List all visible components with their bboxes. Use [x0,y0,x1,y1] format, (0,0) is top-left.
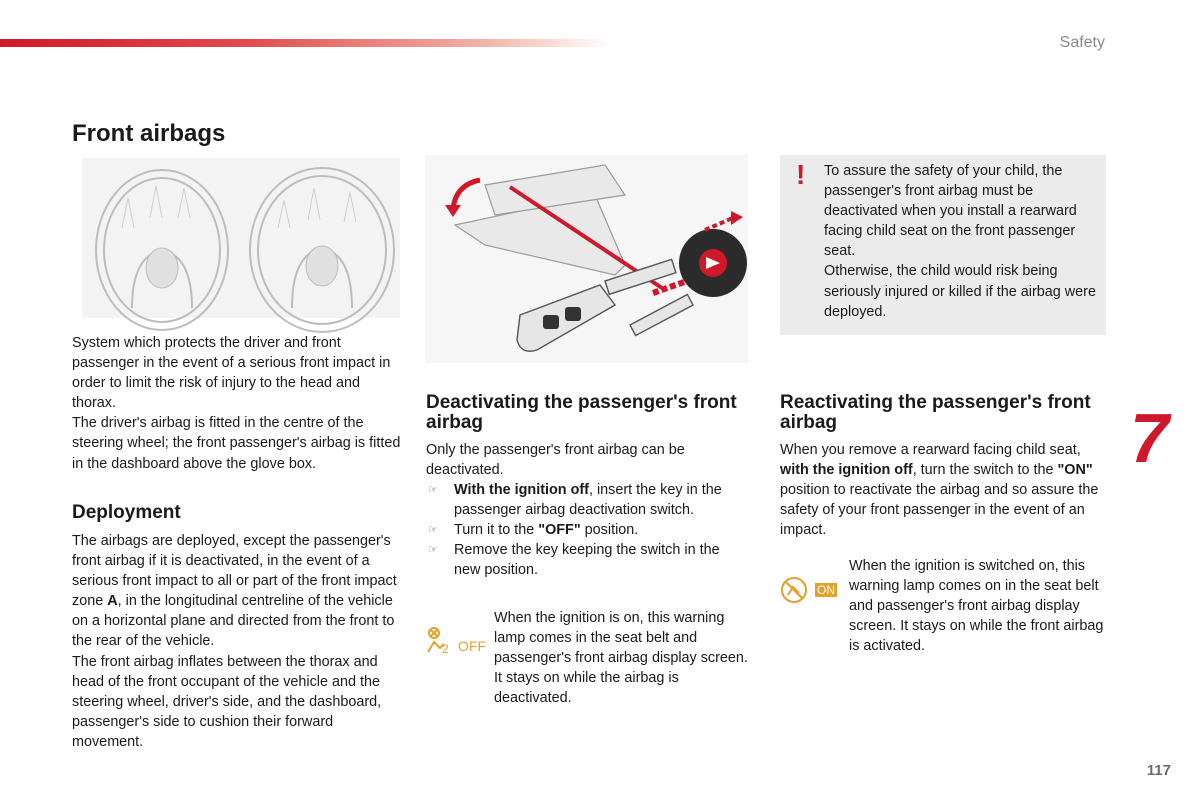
page-number: 117 [1146,762,1171,779]
reactivating-emphasis: "ON" [1057,462,1093,479]
reactivating-text-part: , turn the switch to the [912,462,1058,479]
reactivating-emphasis: with the ignition off [780,462,913,479]
airbag-off-icon [426,626,448,654]
section-label: Safety [1059,34,1105,51]
airbag-on-icon [781,575,811,605]
intro-paragraph-2: The driver's airbag is fitted in the centre of the steering wheel; the front passenger's airbag is fitted in the dashboard above the glove box. [72,415,401,472]
lamp-on-label: ON [817,583,835,597]
deployment-text-part: , in the longitudinal centreline of the vehicle on a horizontal plane and directed from the front to the rear of the vehicle. [72,593,395,650]
impact-zone-label: A [107,593,118,610]
reactivating-text-part: When you remove a rearward facing child seat, [780,442,1081,458]
step-emphasis: "OFF" [538,522,581,539]
lamp-off-label: OFF [458,638,486,654]
step-text: Turn it to the [454,522,539,539]
step-text: , insert the key in the passenger airbag deactivation switch. [454,482,722,519]
chapter-number: 7 [1130,399,1169,477]
off-lamp-description: When the ignition is on, this warning lamp comes in the seat belt and passenger's front airbag display screen. It stays on while the airbag is deactivated. [494,610,748,707]
child-seat-warning [780,155,1106,335]
deployment-text-part: The airbags are deployed, except the passenger's front airbag if it is deactivated, in the event of a serious front impact to all or part of the front impact zone [72,533,397,610]
warning-line-1: To assure the safety of your child, the passenger's front airbag must be deactivated when you install a rearward facing child seat on the front passenger seat. [824,163,1077,260]
warning-text [824,161,1099,322]
deactivating-intro: Only the passenger's front airbag can be deactivated. [426,442,685,479]
deactivation-switch-illustration [425,155,748,363]
list-item [426,480,748,520]
deployment-paragraph-2: The front airbag inflates between the thorax and head of the front occupant of the vehicle and the steering wheel, driver's side, and the dashboard, passenger's side to cushion their forward movement. [72,653,382,750]
list-item [426,540,748,580]
svg-text:2: 2 [442,642,449,656]
deactivating-steps [426,480,748,580]
step-emphasis: With the ignition off [454,482,589,498]
warning-icon: ! [796,159,806,190]
reactivating-heading: Reactivating the passenger's front airbag [780,392,1091,433]
intro-text [72,333,404,474]
header-accent-bar [0,39,610,47]
on-lamp-description: When the ignition is switched on, this warning lamp comes on in the seat belt and passenger's front airbag display screen. It stays on while the front airbag is activated. [849,558,1104,655]
list-item [426,520,748,540]
deactivating-heading: Deactivating the passenger's front airbag [426,392,737,433]
reactivating-text [780,440,1106,540]
airbag-off-lamp [426,626,486,656]
page-title: Front airbags [72,120,226,147]
front-impact-illustration [82,158,400,318]
reactivating-text-part: position to reactivate the airbag and so assure the safety of your front passenger in the event of an impact. [780,482,1099,539]
deployment-text [72,531,404,752]
warning-line-2: Otherwise, the child would risk being seriously injured or killed if the airbag were deployed. [824,263,1096,320]
step-text: position. [580,522,639,539]
deployment-heading: Deployment [72,502,181,523]
intro-paragraph-1: System which protects the driver and front passenger in the event of a serious front impact in order to limit the risk of injury to the head and thorax. [72,335,391,412]
airbag-on-lamp [781,575,841,605]
step-text: Remove the key keeping the switch in the new position. [454,542,720,579]
